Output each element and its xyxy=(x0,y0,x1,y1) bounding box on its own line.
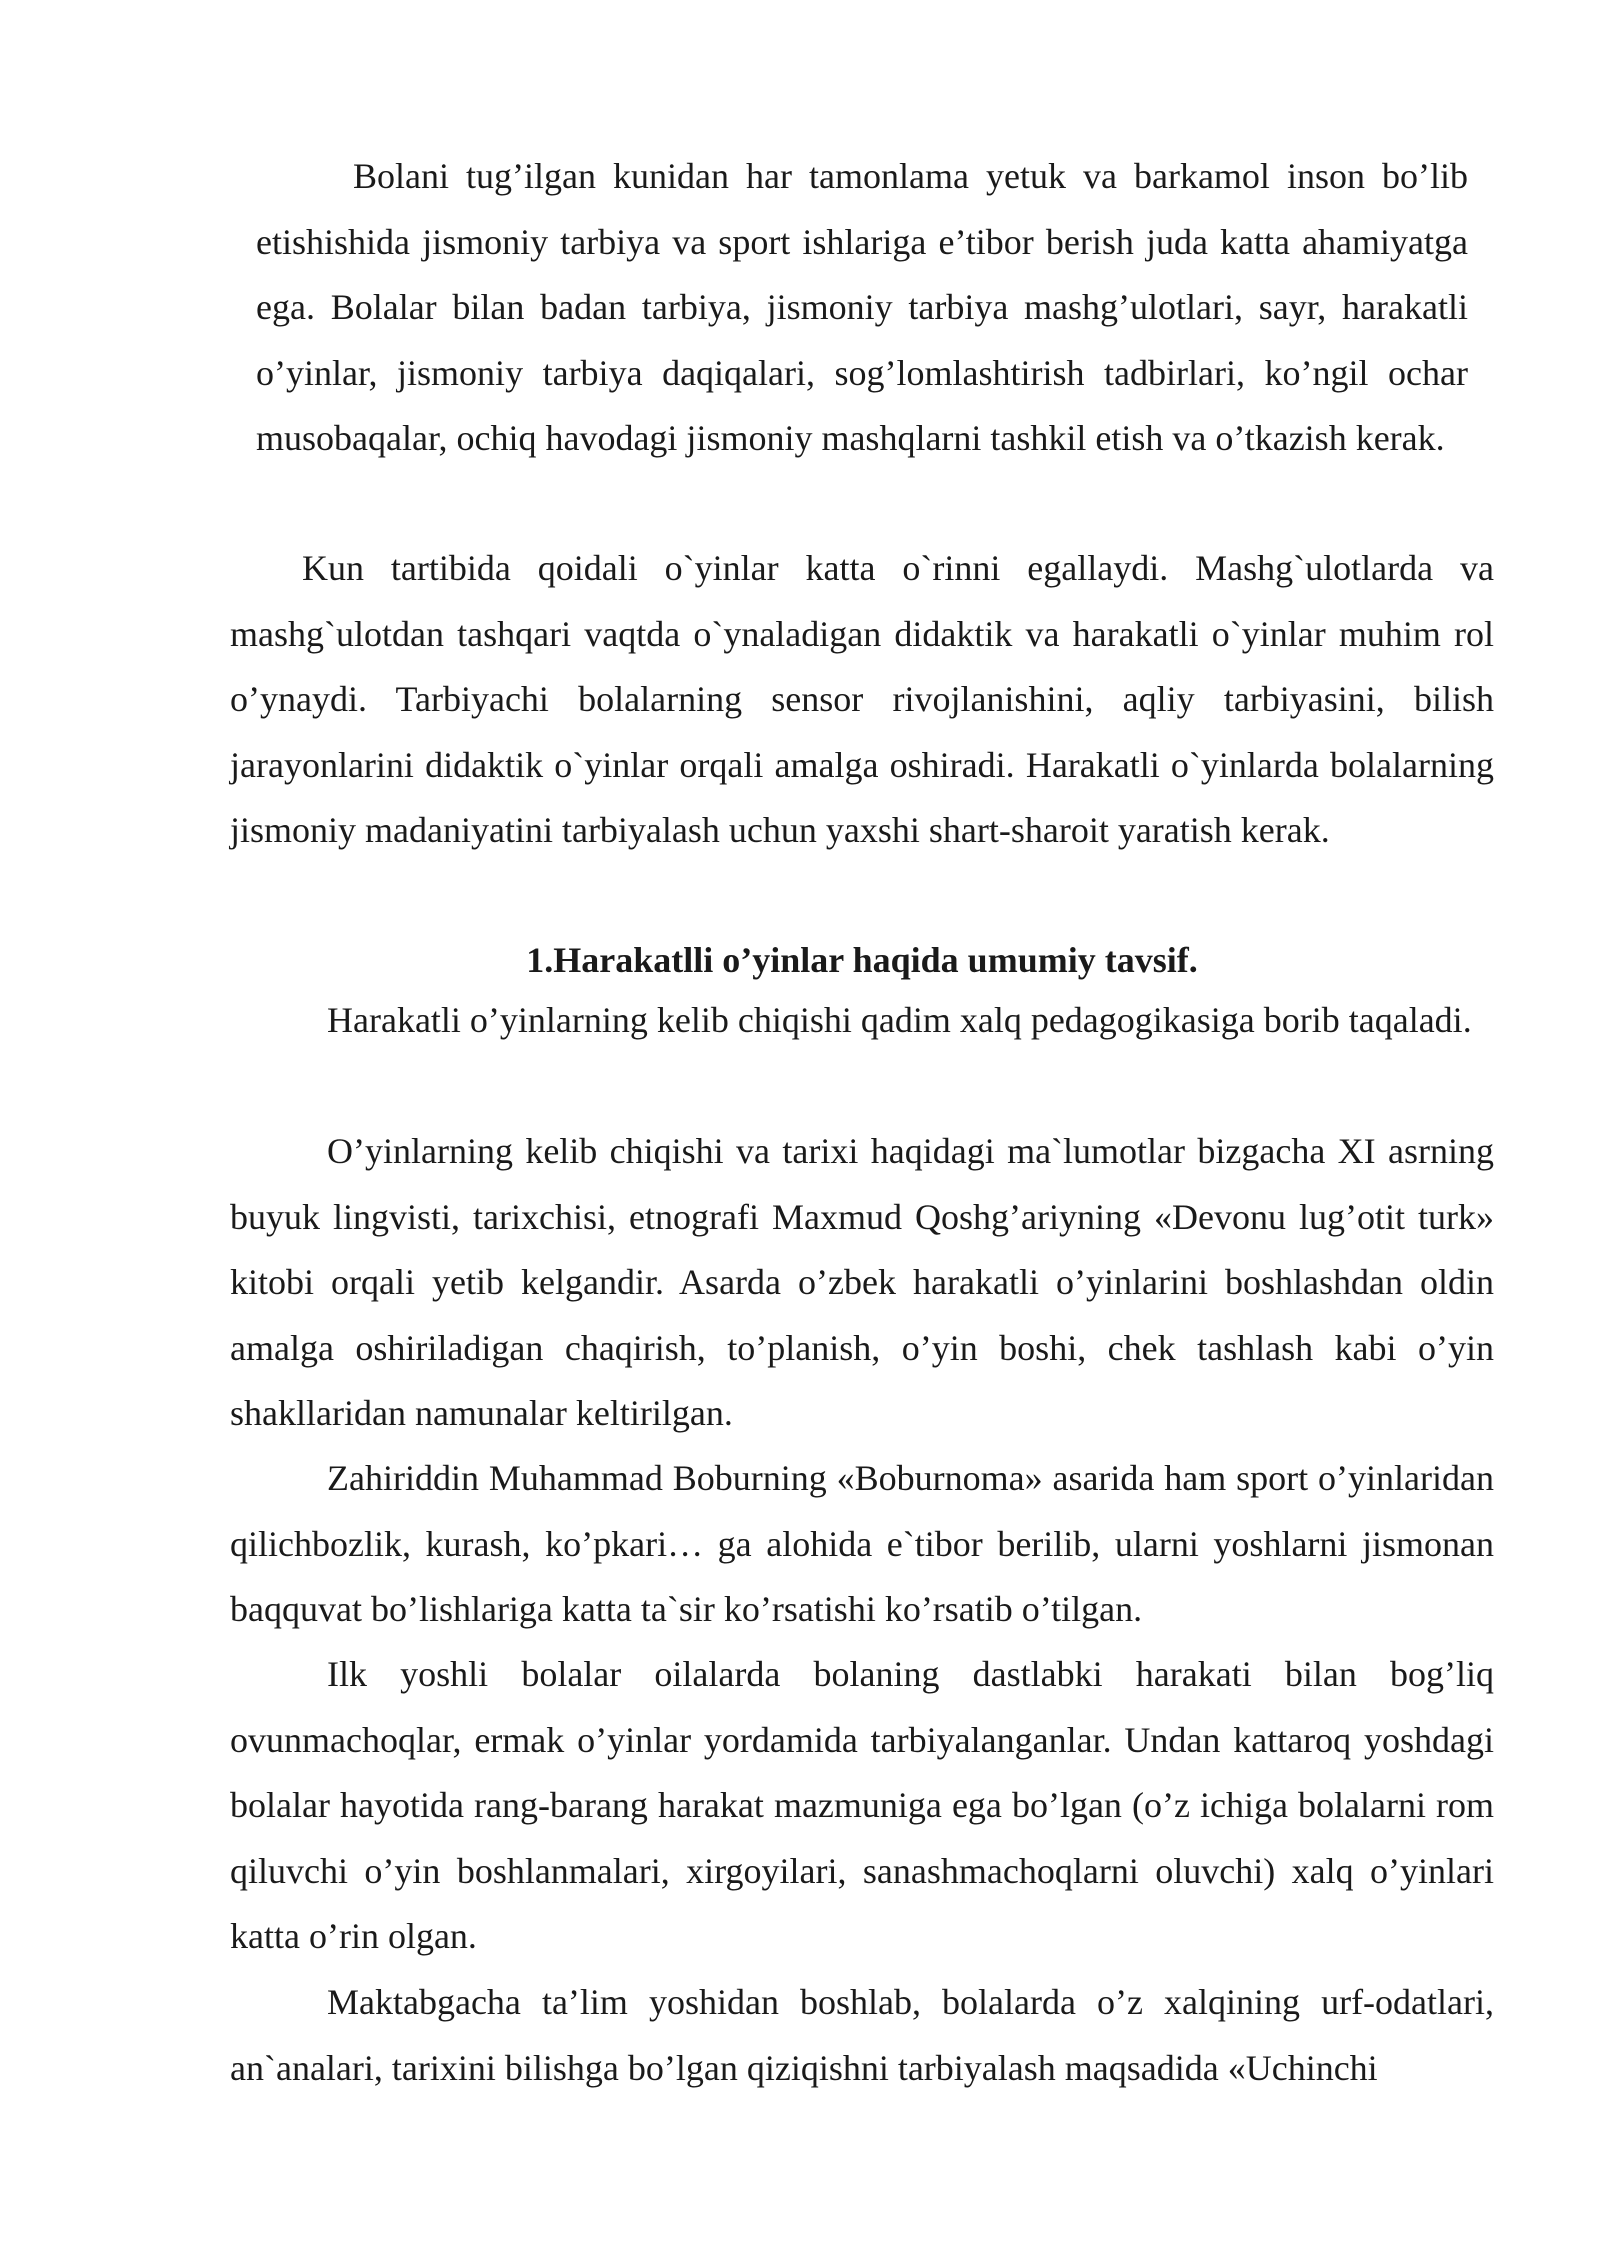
section-heading: 1.Harakatlli o’yinlar haqida umumiy tavsif. xyxy=(526,940,1198,980)
paragraph-history: O’yinlarning kelib chiqishi va tarixi haqidagi ma`lumotlar bizgacha XI asrning buyuk lingvisti, tarixchisi, etnografi Maxmud Qoshg’ariyning «Devonu lug’otit turk» kitobi orqali yetib kelgandir. Asarda o’zbek harakatli o’yinlarini boshlashdan oldin amalga oshiriladigan chaqirish, to’planish, o’yin boshi, chek tashlash kabi o’yin shakllaridan namunalar keltirilgan. xyxy=(230,1131,1494,1433)
paragraph-intro: Bolani tug’ilgan kunidan har tamonlama yetuk va barkamol inson bo’lib etishishida jismoniy tarbiya va sport ishlariga e’tibor berish juda katta ahamiyatga ega. Bolalar bilan badan tarbiya, jismoniy tarbiya mashg’ulotlari, sayr, harakatli o’yinlar, jismoniy tarbiya daqiqalari, sog’lomlashtirish tadbirlari, ko’ngil ochar musobaqalar, ochiq havodagi jismoniy mashqlarni tashkil etish va o’tkazish kerak. xyxy=(256,156,1468,458)
paragraph-daily-routine: Kun tartibida qoidali o`yinlar katta o`rinni egallaydi. Mashg`ulotlarda va mashg`ulotdan tashqari vaqtda o`ynaladigan didaktik va harakatli o`yinlar muhim rol o’ynaydi. Tarbiyachi bolalarning sensor rivojlanishini, aqliy tarbiyasini, bilish jarayonlarini didaktik o`yinlar orqali amalga oshiradi. Harakatli o`yinlarda bolalarning jismoniy madaniyatini tarbiyalash uchun yaxshi shart-sharoit yaratish kerak. xyxy=(230,548,1494,850)
paragraph-early-age: Ilk yoshli bolalar oilalarda bolaning dastlabki harakati bilan bog’liq ovunmachoqlar, ermak o’yinlar yordamida tarbiyalanganlar. Undan kattaroq yoshdagi bolalar hayotida rang-barang harakat mazmuniga ega bo’lgan (o’z ichiga bolalarni rom qiluvchi o’yin boshlanmalari, xirgoyilari, sanashmachoqlarni oluvchi) xalq o’yinlari katta o’rin olgan. xyxy=(230,1654,1494,1956)
paragraph-preschool: Maktabgacha ta’lim yoshidan boshlab, bolalarda o’z xalqining urf-odatlari, an`analari, tarixini bilishga bo’lgan qiziqishni tarbiyalash maqsadida «Uchinchi xyxy=(230,1982,1494,2088)
paragraph-boburnoma: Zahiriddin Muhammad Boburning «Boburnoma» asarida ham sport o’yinlaridan qilichbozlik, kurash, ko’pkari… ga alohida e`tibor berilib, ularni yoshlarni jismonan baqquvat bo’lishlariga katta ta`sir ko’rsatishi ko’rsatib o’tilgan. xyxy=(230,1458,1494,1629)
paragraph-origin: Harakatli o’yinlarning kelib chiqishi qadim xalq pedagogikasiga borib taqaladi. xyxy=(327,1000,1472,1040)
